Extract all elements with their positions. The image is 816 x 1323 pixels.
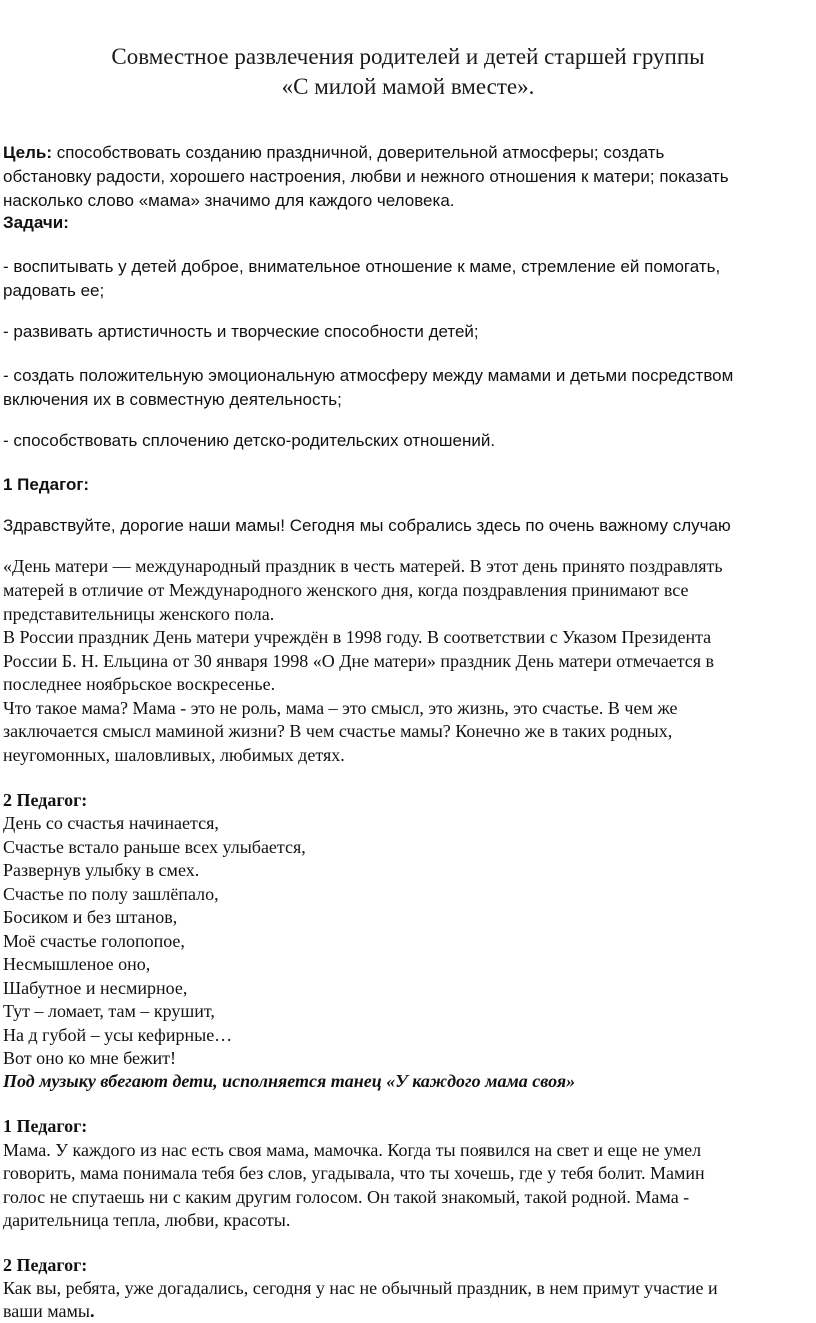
- goal-label: Цель:: [3, 143, 52, 162]
- section-1-para-line-8: заключается смысл маминой жизни? В чем счастье мамы? Конечно же в таких родных,: [3, 721, 673, 741]
- section-3-line-4: дарительница тепла, любви, красоты.: [3, 1210, 291, 1230]
- section-3-line-1: Мама. У каждого из нас есть своя мама, мамочка. Когда ты появился на свет и еще не умел: [3, 1140, 702, 1160]
- document-title-line-2: «С милой мамой вместе».: [281, 74, 535, 99]
- section-4-speaker: 2 Педагог:: [3, 1255, 88, 1275]
- section-4-line-1: Как вы, ребята, уже догадались, сегодня у нас не обычный праздник, в нем примут участие и: [3, 1278, 718, 1298]
- section-1-para-line-4: В России праздник День матери учреждён в 1998 году. В соответствии с Указом Президента: [3, 627, 712, 647]
- section-1-greeting: Здравствуйте, дорогие наши мамы! Сегодня мы собрались здесь по очень важному случаю: [3, 516, 731, 535]
- section-1-para-line-2: матерей в отличие от Международного женского дня, когда поздравления принимают все: [3, 580, 689, 600]
- poem-line: Счастье по полу зашлёпало,: [3, 884, 219, 904]
- poem-line: Моё счастье голопопое,: [3, 931, 185, 951]
- section-1-para-line-9: неугомонных, шаловливых, любимых детях.: [3, 745, 345, 765]
- section-3-speaker: 1 Педагог:: [3, 1116, 88, 1136]
- poem-line: Тут – ломает, там – крушит,: [3, 1001, 215, 1021]
- stage-direction: Под музыку вбегают дети, исполняется танец «У каждого мама своя»: [3, 1071, 576, 1091]
- poem-line: День со счастья начинается,: [3, 813, 219, 833]
- section-1-speaker: 1 Педагог:: [3, 475, 90, 494]
- section-3-line-3: голос не спутаешь ни с каким другим голосом. Он такой знакомый, такой родной. Мама -: [3, 1187, 690, 1207]
- goal-line-1: Цель: способствовать созданию праздничной, доверительной атмосферы; создать: [3, 143, 665, 162]
- poem-line: Вот оно ко мне бежит!: [3, 1048, 176, 1068]
- poem-line: Босиком и без штанов,: [3, 907, 178, 927]
- section-3-line-2: говорить, мама понимала тебя без слов, угадывала, что ты хочешь, где у тебя болит. Мамин: [3, 1163, 705, 1183]
- section-2-speaker: 2 Педагог:: [3, 790, 88, 810]
- task-1-line-2: радовать ее;: [3, 281, 105, 300]
- task-3-line-2: включения их в совместную деятельность;: [3, 390, 342, 409]
- document-title-line-1: Совместное развлечения родителей и детей старшей группы: [111, 44, 705, 69]
- section-1-para-line-3: представительницы женского пола.: [3, 604, 275, 624]
- goal-line-3: насколько слово «мама» значимо для каждого человека.: [3, 191, 455, 210]
- poem-line: На д губой – усы кефирные…: [3, 1025, 233, 1045]
- section-1-para-line-7: Что такое мама? Мама - это не роль, мама – это смысл, это жизнь, это счастье. В чем же: [3, 698, 678, 718]
- task-4: - способствовать сплочению детско-родительских отношений.: [3, 431, 496, 450]
- poem-line: Шабутное и несмирное,: [3, 978, 188, 998]
- poem-line: Счастье встало раньше всех улыбается,: [3, 837, 306, 857]
- poem-line: Несмышленое оно,: [3, 954, 151, 974]
- section-4-line-2: ваши мамы.: [3, 1301, 95, 1321]
- section-1-para-line-5: России Б. Н. Ельцина от 30 января 1998 «О Дне матери» праздник День матери отмечается в: [3, 651, 715, 671]
- poem-line: Развернув улыбку в смех.: [3, 860, 200, 880]
- goal-line-2: обстановку радости, хорошего настроения, любви и нежного отношения к матери; показать: [3, 167, 729, 186]
- section-1-para-line-6: последнее ноябрьское воскресенье.: [3, 674, 276, 694]
- task-3-line-1: - создать положительную эмоциональную атмосферу между мамами и детьми посредством: [3, 366, 734, 385]
- tasks-label: Задачи:: [3, 213, 69, 232]
- task-1-line-1: - воспитывать у детей доброе, внимательное отношение к маме, стремление ей помогать,: [3, 257, 721, 276]
- task-2: - развивать артистичность и творческие способности детей;: [3, 322, 479, 341]
- section-1-para-line-1: «День матери — международный праздник в честь матерей. В этот день принято поздравлять: [3, 556, 723, 576]
